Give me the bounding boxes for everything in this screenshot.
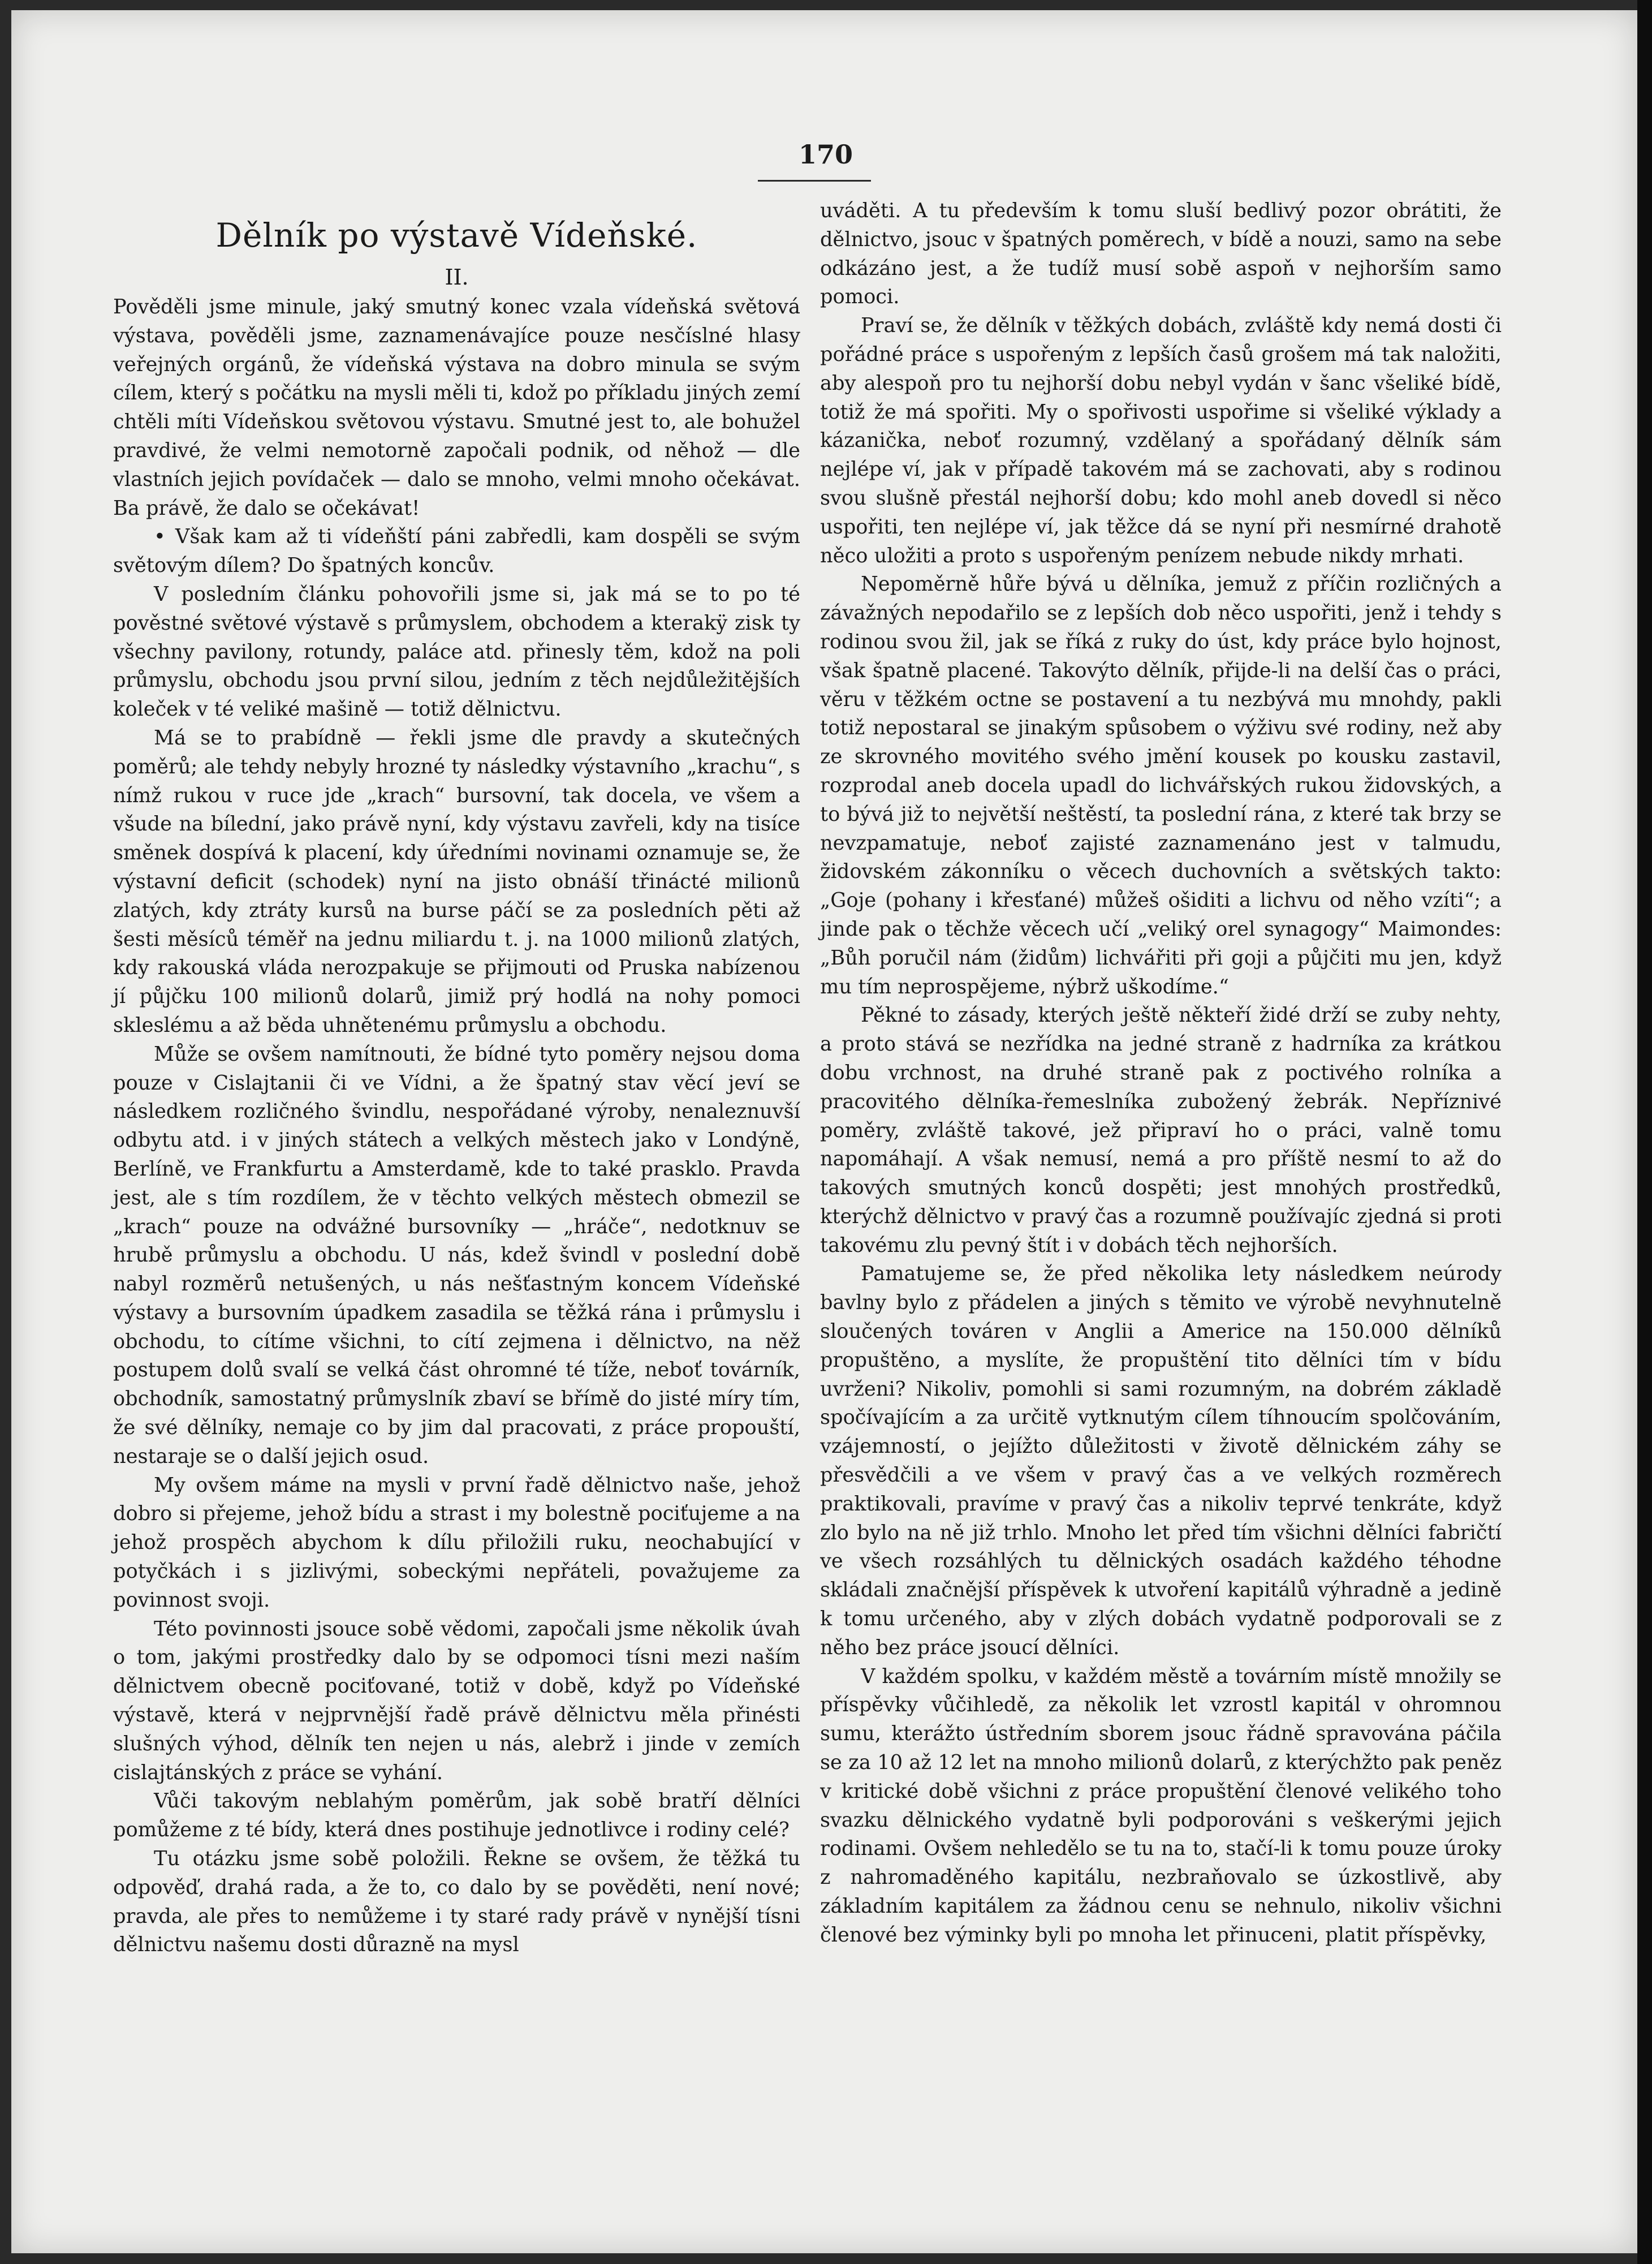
article-part-label: II.	[445, 265, 469, 290]
paragraph: Tu otázku jsme sobě položili. Řekne se ovšem, že těžká tu odpověď, drahá rada, a že to, co dalo by se pověděti, není nové; pravda, ale přes to nemůžeme i ty staré rady právě v nynější tísni dělnictvu našemu dosti důrazně na mysl	[113, 1847, 800, 1957]
right-column	[820, 197, 1502, 1950]
paragraph: Vůči takovým neblahým poměrům, jak sobě bratří dělníci pomůžeme z té bídy, která dnes postihuje jednotlivce i rodiny celé?	[113, 1789, 800, 1842]
paragraph: My ovšem máme na mysli v první řadě dělnictvo naše, jehož dobro si přejeme, jehož bídu a strast i my bolestně pociťujeme a na jehož prospěch abychom k dílu přiložili ruku, neochabující v potyčkách i s jizlivými, sobeckými nepřáteli, považujeme za povinnost svoji.	[113, 1473, 800, 1612]
paragraph: Nepoměrně hůře bývá u dělníka, jemuž z příčin rozličných a závažných nepodařilo se z lepších dob něco uspořiti, jenž i tehdy s rodinou svou žil, jak se říká z ruky do úst, kdy práce bylo hojnost, však špatně placené. Takovýto dělník, přijde-li na delší čas o práci, věru v těžkém octne se postavení a tu nezbývá mu mnohdy, pakli totiž nepostaral se jinakým spůsobem o výživu své rodiny, než aby ze skrovného movitého svého jmění kousek po kousku zastavil, rozprodal aneb docela upadl do lichvářských rukou židovských, a to bývá již to největší neštěstí, ta poslední rána, z které tak brzy se nevzpamatuje, neboť zajisté zaznamenáno jest v talmudu, židovském zákonníku o věcech duchovních a světských takto: „Goje (pohany i křesťané) můžeš ošiditi a lichvu od něho vzíti“; a jinde pak o těchže věcech učí „veliký orel synagogy“ Maimondes: „Bůh poručil nám (židům) lichvářiti při goji a půjčiti mu jen, když mu tím neprospějeme, nýbrž uškodíme.“	[820, 573, 1502, 998]
scan-border	[1637, 0, 1652, 2264]
paragraph: Pěkné to zásady, kterých ještě někteří židé drží se zuby nehty, a proto stává se nezřídka na jedné straně z hadrníka za krátkou dobu vrchnost, na druhé straně pak z poctivého rolníka a pracovitého dělníka-řemeslníka zubožený žebrák. Nepříznivé poměry, zvláště takové, jež připraví ho o práci, valně tomu napomáhají. A však nemusí, nemá a pro příště nesmí to až do takových smutných konců dospěti; jest mnohých prostředků, kterýchž dělnictvo v pravý čas a rozumně používajíc zjedná si proti takovému zlu pevný štít i v dobách těch nejhorších.	[820, 1004, 1502, 1257]
paragraph: Pověděli jsme minule, jaký smutný konec vzala vídeňská světová výstava, pověděli jsme, zaznamenávajíce pouze nesčíslné hlasy veřejných orgánů, že vídeňská výstava na dobro minula se svým cílem, který s počátku na mysli měli ti, kdož po příkladu jiných zemí chtěli míti Vídeňskou světovou výstavu. Smutné jest to, ale bohužel pravdivé, že velmi nemotorně započali podnik, od něhož — dle vlastních jejich povídaček — dalo se mnoho, velmi mnoho očekávat. Ba právě, že dalo se očekávat!	[113, 295, 800, 520]
page-number-rule	[758, 180, 871, 182]
paragraph: V každém spolku, v každém městě a továrním místě množily se příspěvky vůčihledě, za několik let vzrostl kapitál v ohromnou sumu, kterážto ústředním sborem jsouc řádně spravována páčila se za 10 až 12 let na mnoho milionů dolarů, z kterýchžto pak peněz v kritické době všichni z práce propuštění členové velikého toho svazku dělnického vydatně byli podporováni s veškerými jejich rodinami. Ovšem nehledělo se tu na to, stačí-li k tomu pouze úroky z nahromaděného kapitálu, nezbraňovalo se úzkostlivě, aby základním kapitálem za žádnou cenu se nehnulo, nikoliv všichni členové bez výminky byli po mnoha let přinuceni, platit příspěvky,	[820, 1664, 1502, 1947]
paragraph: V posledním článku pohovořili jsme si, jak má se to po té pověstné světové výstavě s průmyslem, obchodem a kterakÿ zisk ty všechny pavilony, rotundy, paláce atd. přinesly těm, kdož na poli průmyslu, obchodu jsou první silou, jedním z těch nejdůležitějších koleček v té veliké mašině — totiž dělnictvu.	[113, 582, 800, 721]
left-column	[113, 197, 800, 1960]
paragraph: Praví se, že dělník v těžkých dobách, zvláště kdy nemá dosti či pořádné práce s uspořeným z lepších časů grošem má tak naložiti, aby alespoň pro tu nejhorší dobu nebyl vydán v šanc všeliké bídě, totiž že má spořiti. My o spořivosti uspořime si všeliké výklady a kázanička, neboť rozumný, vzdělaný a spořádaný dělník sám nejlépe ví, jak v případě takovém má se zachovati, aby s rodinou svou slušně přestál nejhorší dobu; kdo mohl aneb dovedl si něco uspořiti, ten nejlépe ví, jak těžce dá se nyní při nesmírné drahotě něco uložiti a proto s uspořeným penízem nebude nikdy mrhati.	[820, 314, 1502, 567]
paragraph: • Však kam až ti vídeňští páni zabředli, kam dospěli se svým světovým dílem? Do špatných koncův.	[113, 525, 800, 578]
paragraph: Pamatujeme se, že před několika lety následkem neúrody bavlny bylo z přádelen a jiných s těmito ve výrobě nevyhnutelně sloučených továren v Anglii a Americe na 150.000 dělníků propuštěno, a myslíte, že propuštění tito dělníci tím v bídu uvrženi? Nikoliv, pomohli si sami rozumným, na dobrém základě spočívajícím a za určitě vytknutým cílem tíhnoucím spolčováním, vzájemností, o jejížto důležitosti v životě dělnickém záhy se přesvědčili a ve všem v pravý čas a ve velkých rozměrech praktikovali, pravíme v pravý čas a nikoliv teprvé tenkráte, když zlo bylo na ně již trhlo. Mnoho let před tím všichni dělníci fabričtí ve všech rozsáhlých tu dělnických osadách každého téhodne skládali značnější příspěvek k utvoření kapitálů výhradně a jedině k tomu určeného, aby v zlých dobách vydatně podporovali se z něho bez práce jsoucí dělníci.	[820, 1262, 1502, 1659]
paragraph: Má se to prabídně — řekli jsme dle pravdy a skutečných poměrů; ale tehdy nebyly hrozné ty následky výstavního „krachu“, s nímž rukou v ruce jde „krach“ bursovní, tak docela, ve všem a všude na bílední, jako právě nyní, kdy výstavu zavřeli, kdy na tisíce směnek dospívá k placení, kdy úředními novinami oznamuje se, že výstavní deficit (schodek) nyní na jisto obnáší třinácté milionů zlatých, kdy ztráty kursů na burse páčí se za posledních pěti až šesti měsíců téměř na jednu miliardu t. j. na 1000 milionů zlatých, kdy rakouská vláda nerozpakuje se přijmouti od Pruska nabízenou jí půjčku 100 milionů dolarů, jimiž prý hodlá na nohy pomoci skleslému a až běda uhnětenému průmyslu a obchodu.	[113, 726, 800, 1037]
page-number: 170	[798, 139, 853, 170]
paragraph: Může se ovšem namítnouti, že bídné tyto poměry nejsou doma pouze v Cislajtanii či ve Vídni, a že špatný stav věcí jeví se následkem rozličného švindlu, nespořádané výroby, nenaleznuvší odbytu atd. i v jiných státech a velkých městech jako v Londýně, Berlíně, ve Frankfurtu a Amsterdamě, kde to také prasklo. Pravda jest, ale s tím rozdílem, že v těchto velkých městech obmezil se „krach“ pouze na odvážné bursovníky — „hráče“, nedotknuv se hrubě průmyslu a obchodu. U nás, kdež švindl v poslední době nabyl rozměrů netušených, u nás nešťastným koncem Vídeňské výstavy a bursovním úpadkem zasadila se těžká rána i průmyslu i obchodu, to cítíme všichni, to cítí zejmena i dělnictvo, na něž postupem dolů svalí se velká část ohromné té tíže, neboť továrník, obchodník, samostatný průmyslník zbaví se břímě do jisté míry tím, že své dělníky, nemaje co by jim dal pracovati, z práce propouští, nestaraje se o další jejich osud.	[113, 1042, 800, 1468]
scanned-page	[11, 10, 1637, 2253]
article-title: Dělník po výstavě Vídeňské.	[215, 216, 698, 255]
paragraph: Této povinnosti jsouce sobě vědomi, započali jsme několik úvah o tom, jakými prostředky dalo by se odpomoci tísni mezi naším dělnictvem obecně pociťované, totiž v době, když po Vídeňské výstavě, která v nejprvnější řadě právě dělnictvu měla přinésti slušných výhod, dělník ten nejen u nás, alebrž i jinde v zemích cislajtánských z práce se vyhání.	[113, 1617, 800, 1784]
paragraph: uváděti. A tu především k tomu sluší bedlivý pozor obrátiti, že dělnictvo, jsouc v špatných poměrech, v bídě a nouzi, samo na sebe odkázáno jest, a že tudíž musí sobě aspoň v nejhorším samo pomoci.	[820, 199, 1502, 309]
